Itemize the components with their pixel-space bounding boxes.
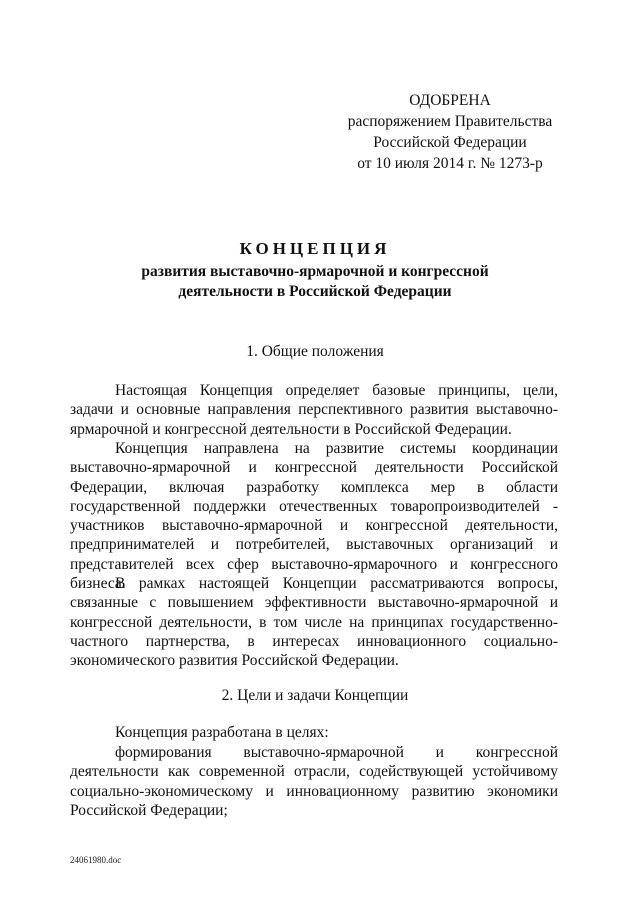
- section-2-heading: 2. Цели и задачи Концепции: [221, 687, 409, 704]
- approval-line-approved: ОДОБРЕНА: [409, 92, 491, 109]
- section-1-paragraph-3: В рамках настоящей Концепции рассматриваются вопросы, связанные с повышением эффективности выставочно-ярмарочной и конгрессной деятельности, в том числе на принципах государственно-частного партнерства, в интересах инновационного социально-экономического развития Российской Федерации.: [70, 575, 558, 670]
- section-2-paragraph-1: Концепция разработана в целях:: [115, 724, 329, 741]
- footer-filename: 24061980.doc: [70, 855, 122, 865]
- approval-line-federation: Российской Федерации: [373, 134, 527, 151]
- section-1-paragraph-1: Настоящая Концепция определяет базовые принципы, цели, задачи и основные направления перспективного развития выставочно-ярмарочной и конгрессной деятельности в Российской Федерации.: [70, 382, 558, 438]
- section-1-paragraph-2: Концепция направлена на развитие системы координации выставочно-ярмарочной и конгрессной деятельности Российской Федерации, включая разработку комплекса мер в области государственной поддержки отечественных товаропроизводителей - участников выставочно-ярмарочной и конгрессной деятельности, предпринимателей и потребителей, выставочных организаций и представителей всех сфер выставочно-ярмарочного и конгрессного бизнеса.: [70, 440, 558, 593]
- approval-line-date: от 10 июля 2014 г. № 1273-р: [357, 155, 543, 172]
- document-subtitle: [70, 262, 560, 302]
- approval-stamp: [335, 90, 565, 174]
- section-2-paragraph-2: формирования выставочно-ярмарочной и конгрессной деятельности как современной отрасли, содействующей устойчивому социально-экономическому и инновационному развитию экономики Российской Федерации;: [70, 744, 558, 819]
- document-title: КОНЦЕПЦИЯ: [239, 239, 391, 258]
- section-1-heading: 1. Общие положения: [246, 343, 384, 360]
- subtitle-line-2: деятельности в Российской Федерации: [178, 283, 452, 300]
- approval-line-order: распоряжением Правительства: [347, 113, 553, 130]
- subtitle-line-1: развития выставочно-ярмарочной и конгрессной: [141, 263, 489, 280]
